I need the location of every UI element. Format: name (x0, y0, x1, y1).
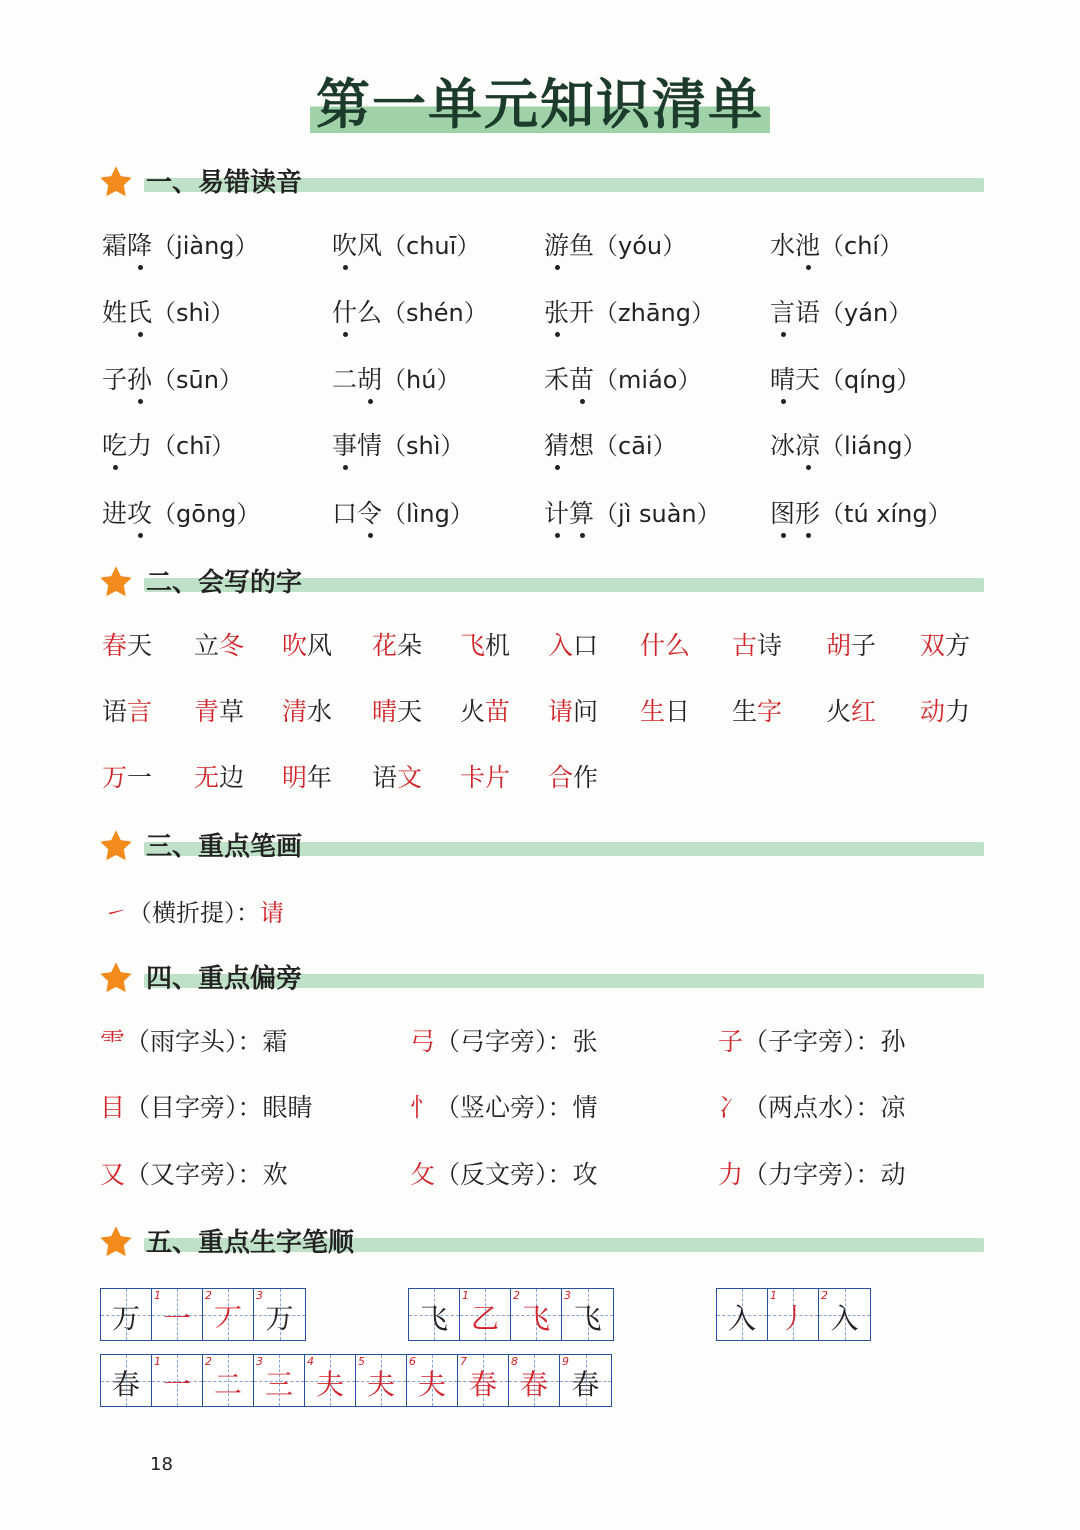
step-number: 2 (205, 1355, 212, 1368)
hanzi-char: 形 (795, 494, 820, 530)
section-header-3 (98, 826, 988, 866)
star-icon (98, 960, 134, 996)
word-char: 晴 (372, 697, 398, 726)
page-title: 第一单元知识清单 (0, 62, 1080, 139)
word-char: 明 (282, 763, 308, 792)
grid-cell (407, 1355, 458, 1406)
word-char: 方 (945, 631, 971, 660)
hanzi-char: 图 (770, 494, 795, 530)
pinyin-text: （yóu） (594, 232, 687, 260)
word-char: 机 (485, 631, 511, 660)
stroke-example: 请 (260, 899, 284, 927)
hanzi-char: 攻 (127, 494, 152, 530)
word-char: 青 (194, 697, 220, 726)
word-char: 水 (307, 697, 333, 726)
pinyin-text: （jì suàn） (594, 500, 721, 528)
radical-item (100, 1155, 1000, 1195)
word-char: 生 (732, 697, 758, 726)
hanzi-char: 池 (795, 226, 820, 262)
pinyin-text: （shì） (152, 299, 235, 327)
radical-symbol: 子 (718, 1027, 744, 1056)
radical-example: 情 (572, 1093, 598, 1122)
radical-item (100, 1088, 1000, 1128)
grid-cell (101, 1355, 152, 1406)
stroke-grid (408, 1288, 614, 1341)
radical-name: （弓字旁）： (435, 1027, 573, 1056)
radical-example: 张 (572, 1027, 598, 1056)
star-icon (98, 1224, 134, 1260)
pinyin-text: （miáo） (594, 366, 702, 394)
radical-name: （又字旁）： (125, 1160, 263, 1189)
word-char: 诗 (757, 631, 783, 660)
pinyin-item (544, 426, 677, 462)
step-char: 丿 (778, 1302, 807, 1335)
word-char: 问 (573, 697, 599, 726)
stroke-name: （横折提）： (128, 899, 260, 927)
radical-symbol: 攵 (410, 1160, 436, 1189)
grid-cell (254, 1355, 305, 1406)
section-title: 一、易错读音 (146, 168, 303, 198)
radical-name: （反文旁）： (435, 1160, 573, 1189)
step-number: 2 (513, 1289, 520, 1302)
grid-cell (305, 1355, 356, 1406)
pinyin-text: （zhāng） (594, 299, 715, 327)
step-number: 1 (154, 1289, 161, 1302)
pinyin-item (102, 226, 259, 262)
radical-example: 欢 (262, 1160, 288, 1189)
pinyin-text: （sūn） (152, 366, 243, 394)
word-char: 天 (127, 631, 153, 660)
radical-example: 动 (880, 1160, 906, 1189)
pinyin-text: （yán） (820, 299, 913, 327)
word-char: 万 (102, 763, 128, 792)
word-char: 力 (945, 697, 971, 726)
star-icon (98, 164, 134, 200)
step-char: 夫 (366, 1368, 395, 1401)
hanzi-char: 凉 (795, 426, 820, 462)
hanzi-char: 禾 (544, 365, 570, 394)
hanzi-char: 风 (357, 231, 383, 260)
pinyin-row (102, 293, 1002, 339)
stroke-grid (100, 1288, 306, 1341)
pinyin-row (102, 360, 1002, 406)
word-char: 火 (826, 697, 852, 726)
step-char: 入 (830, 1302, 859, 1335)
key-stroke-line (104, 893, 284, 928)
hanzi-char: 言 (770, 293, 795, 329)
pinyin-item (332, 360, 460, 396)
hanzi-char: 开 (569, 298, 595, 327)
radical-example: 凉 (880, 1093, 906, 1122)
radical-name: （两点水）： (743, 1093, 881, 1122)
radical (718, 1022, 906, 1058)
grid-cell (101, 1289, 152, 1340)
hanzi-char: 氏 (127, 293, 152, 329)
step-char: 春 (571, 1368, 600, 1401)
pinyin-text: （liáng） (820, 432, 927, 460)
word-char: 语 (102, 697, 128, 726)
pinyin-text: （shén） (382, 299, 488, 327)
word-char: 双 (920, 631, 946, 660)
step-number: 8 (511, 1355, 518, 1368)
word-char: 请 (548, 697, 574, 726)
grid-cell (152, 1355, 203, 1406)
step-char: 万 (265, 1302, 294, 1335)
grid-cell (356, 1355, 407, 1406)
step-number: 1 (154, 1355, 161, 1368)
pinyin-item (102, 293, 234, 329)
step-char: 夫 (417, 1368, 446, 1401)
grid-cell (409, 1289, 460, 1340)
radical-symbol: 弓 (410, 1027, 436, 1056)
radical-name: （雨字头）： (125, 1027, 263, 1056)
radical (718, 1088, 906, 1124)
word-char: 火 (460, 697, 486, 726)
word-item (102, 626, 1002, 666)
step-char: 春 (519, 1368, 548, 1401)
radical (718, 1155, 906, 1191)
hanzi-char: 苗 (569, 360, 594, 396)
word-char: 苗 (485, 697, 511, 726)
grid-cell (254, 1289, 305, 1340)
radical-name: （力字旁）： (743, 1160, 881, 1189)
section-title: 四、重点偏旁 (146, 964, 303, 994)
word-char: 一 (127, 763, 153, 792)
hanzi-char: 令 (357, 494, 382, 530)
grid-char: 万 (111, 1302, 140, 1335)
word-char: 么 (665, 631, 691, 660)
hanzi-char: 孙 (127, 360, 152, 396)
hanzi-char: 冰 (770, 431, 796, 460)
hanzi-char: 子 (102, 365, 128, 394)
pinyin-item (770, 226, 903, 262)
section-header-2 (98, 562, 988, 602)
word-char: 言 (127, 697, 153, 726)
word-char: 入 (548, 631, 574, 660)
pinyin-item (332, 426, 464, 462)
word-char: 作 (573, 763, 599, 792)
step-char: 飞 (573, 1302, 602, 1335)
step-char: 飞 (521, 1302, 550, 1335)
grid-cell (509, 1355, 560, 1406)
step-char: 一 (162, 1302, 191, 1335)
hanzi-char: 降 (127, 226, 152, 262)
radical-symbol: 力 (718, 1160, 744, 1189)
hanzi-char: 猜 (544, 426, 569, 462)
hanzi-char: 胡 (357, 360, 382, 396)
radical-symbol: 又 (100, 1160, 126, 1189)
step-number: 3 (256, 1289, 263, 1302)
word-char: 无 (194, 763, 220, 792)
word-char: 清 (282, 697, 308, 726)
pinyin-row (102, 426, 1002, 472)
hanzi-char: 什 (332, 293, 357, 329)
pinyin-item (102, 494, 260, 530)
word-char: 字 (757, 697, 783, 726)
word-char: 什 (640, 631, 666, 660)
hanzi-char: 二 (332, 365, 358, 394)
grid-cell (511, 1289, 562, 1340)
radical-example: 眼睛 (262, 1093, 313, 1122)
word-char: 日 (665, 697, 691, 726)
word-char: 口 (573, 631, 599, 660)
radical-symbol: 冫 (718, 1093, 744, 1122)
grid-char: 春 (111, 1368, 140, 1401)
step-char: 三 (264, 1368, 293, 1401)
word-char: 飞 (460, 631, 486, 660)
hanzi-char: 水 (770, 231, 796, 260)
step-number: 5 (358, 1355, 365, 1368)
word-char: 语 (372, 763, 398, 792)
step-number: 6 (409, 1355, 416, 1368)
pinyin-item (770, 293, 912, 329)
word-item (102, 758, 1002, 798)
pinyin-text: （chuī） (382, 232, 481, 260)
word-char: 文 (397, 763, 423, 792)
pinyin-text: （chí） (820, 232, 904, 260)
stroke-symbol: ㇀ (104, 899, 128, 927)
star-icon (98, 828, 134, 864)
pinyin-text: （shì） (382, 432, 465, 460)
hanzi-char: 事 (332, 426, 357, 462)
hanzi-char: 么 (357, 298, 383, 327)
pinyin-item (770, 426, 927, 462)
grid-cell (460, 1289, 511, 1340)
pinyin-text: （tú xíng） (820, 500, 952, 528)
word-char: 边 (219, 763, 245, 792)
pinyin-text: （chī） (152, 432, 236, 460)
section-title: 三、重点笔画 (146, 832, 303, 862)
word-char: 年 (307, 763, 333, 792)
step-number: 3 (256, 1355, 263, 1368)
word-char: 动 (920, 697, 946, 726)
word-char: 草 (219, 697, 245, 726)
pinyin-text: （cāi） (594, 432, 677, 460)
step-char: 夫 (315, 1368, 344, 1401)
pinyin-text: （qíng） (820, 366, 921, 394)
word-char: 天 (397, 697, 423, 726)
word-char: 冬 (219, 631, 245, 660)
grid-cell (768, 1289, 819, 1340)
grid-cell (152, 1289, 203, 1340)
hanzi-char: 晴 (770, 360, 795, 396)
hanzi-char: 霜 (102, 231, 128, 260)
step-char: 二 (213, 1368, 242, 1401)
word-char: 花 (372, 631, 398, 660)
radical-name: （竖心旁）： (435, 1093, 573, 1122)
grid-cell (203, 1289, 254, 1340)
word-char: 朵 (397, 631, 423, 660)
radical-example: 孙 (880, 1027, 906, 1056)
pinyin-item (544, 494, 721, 530)
section-title: 二、会写的字 (146, 568, 303, 598)
grid-char: 飞 (419, 1302, 448, 1335)
hanzi-char: 姓 (102, 298, 128, 327)
word-char: 春 (102, 631, 128, 660)
step-number: 7 (460, 1355, 467, 1368)
radical-example: 攻 (572, 1160, 598, 1189)
word (548, 758, 598, 794)
step-char: 乙 (470, 1302, 499, 1335)
section-title: 五、重点生字笔顺 (146, 1228, 355, 1258)
radical-item (100, 1022, 1000, 1062)
word-char: 吹 (282, 631, 308, 660)
section-header-4 (98, 958, 988, 998)
hanzi-char: 游 (544, 226, 569, 262)
grid-cell (717, 1289, 768, 1340)
word-char: 立 (194, 631, 220, 660)
grid-cell (203, 1355, 254, 1406)
radical-name: （子字旁）： (743, 1027, 881, 1056)
word-char: 子 (851, 631, 877, 660)
radical-symbol: 忄 (410, 1093, 436, 1122)
hanzi-char: 想 (569, 431, 595, 460)
step-number: 3 (564, 1289, 571, 1302)
stroke-grid (716, 1288, 871, 1341)
step-number: 1 (770, 1289, 777, 1302)
grid-cell (819, 1289, 870, 1340)
grid-cell (560, 1355, 611, 1406)
hanzi-char: 力 (127, 431, 153, 460)
pinyin-item (544, 293, 715, 329)
hanzi-char: 张 (544, 293, 569, 329)
radical-symbol: 目 (100, 1093, 126, 1122)
word-char: 片 (485, 763, 511, 792)
pinyin-item (332, 226, 480, 262)
grid-char: 入 (727, 1302, 756, 1335)
word (920, 626, 970, 662)
pinyin-item (544, 226, 686, 262)
step-number: 1 (462, 1289, 469, 1302)
step-number: 2 (821, 1289, 828, 1302)
step-number: 9 (562, 1355, 569, 1368)
step-char: 春 (468, 1368, 497, 1401)
step-char: 一 (162, 1368, 191, 1401)
pinyin-row (102, 494, 1002, 540)
star-icon (98, 564, 134, 600)
step-char: 丆 (213, 1302, 242, 1335)
grid-cell (458, 1355, 509, 1406)
pinyin-text: （jiàng） (152, 232, 259, 260)
pinyin-item (332, 293, 488, 329)
hanzi-char: 吃 (102, 426, 127, 462)
pinyin-item (544, 360, 701, 396)
step-number: 4 (307, 1355, 314, 1368)
word-char: 卡 (460, 763, 486, 792)
hanzi-char: 鱼 (569, 231, 595, 260)
pinyin-text: （gōng） (152, 500, 261, 528)
section-header-5 (98, 1222, 988, 1262)
word-item (102, 692, 1002, 732)
word-char: 古 (732, 631, 758, 660)
radical-symbol: ⻗ (100, 1027, 126, 1056)
pinyin-item (102, 360, 243, 396)
word-char: 胡 (826, 631, 852, 660)
hanzi-char: 吹 (332, 226, 357, 262)
pinyin-item (770, 360, 920, 396)
step-number: 2 (205, 1289, 212, 1302)
hanzi-char: 计 (544, 494, 569, 530)
word-char: 生 (640, 697, 666, 726)
hanzi-char: 语 (795, 298, 821, 327)
hanzi-char: 算 (569, 494, 594, 530)
word (920, 692, 970, 728)
hanzi-char: 情 (357, 431, 383, 460)
word-char: 红 (851, 697, 877, 726)
pinyin-item (770, 494, 952, 530)
pinyin-item (102, 426, 235, 462)
radical-name: （目字旁）： (125, 1093, 263, 1122)
word-char: 风 (307, 631, 333, 660)
pinyin-item (332, 494, 474, 530)
radical-example: 霜 (262, 1027, 288, 1056)
pinyin-row (102, 226, 1002, 272)
page-number: 18 (150, 1454, 173, 1475)
hanzi-char: 口 (332, 499, 358, 528)
grid-cell (562, 1289, 613, 1340)
hanzi-char: 天 (795, 365, 821, 394)
pinyin-text: （lìng） (382, 500, 474, 528)
word-char: 合 (548, 763, 574, 792)
stroke-grid (100, 1354, 612, 1407)
hanzi-char: 进 (102, 499, 128, 528)
pinyin-text: （hú） (382, 366, 461, 394)
section-header-1 (98, 162, 988, 202)
